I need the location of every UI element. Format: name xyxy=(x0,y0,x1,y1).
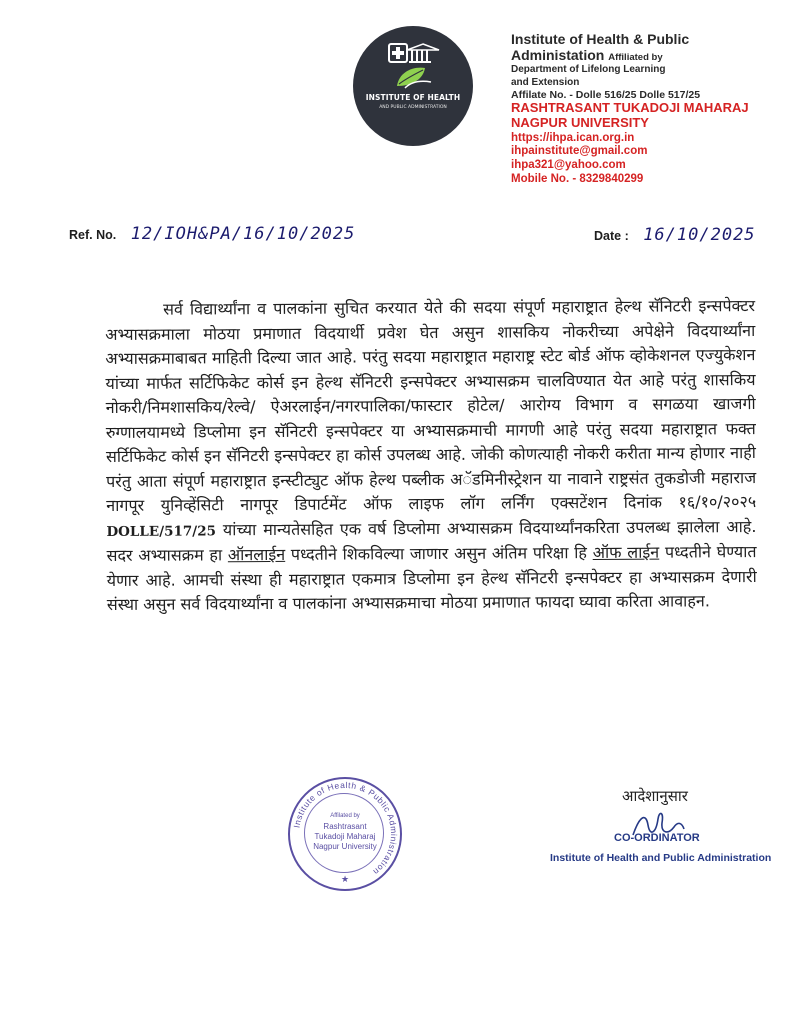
institute-header xyxy=(511,32,779,186)
email-link-1[interactable]: ihpainstitute@gmail.com xyxy=(511,145,648,158)
date-value: 16/10/2025 xyxy=(643,225,756,245)
body-part-2: यांच्या मान्यतेसहित एक वर्ष डिप्लोमा अभ्यासक्रम विदयार्थ्यांनकरिता उपलब्ध झालेला आहे. सदर अभ्यासक्रम हा xyxy=(106,516,757,565)
institute-stamp xyxy=(288,777,402,891)
institute-title-administation: Administation xyxy=(511,46,605,63)
institute-title-line2 xyxy=(511,48,779,64)
medical-cross-leaf-icon xyxy=(353,26,473,146)
body-part-4: पध्दतीने घेण्यात येणार आहे. आमची संस्था ही महाराष्ट्रात एकमात्र डिप्लोमा इन हेल्थ सॅनिटरी इन्सपेक्टर हा अभ्यासक्रम देणारी संस्था असुन सर्व विदयार्थ्यांना व पालकांना अभ्यासक्रमाचा मोठया प्रमाणात फायदा घ्यावा करिता आवाहन. xyxy=(106,542,757,614)
reference-number xyxy=(69,224,355,244)
mobile-number: Mobile No. - 8329840299 xyxy=(511,173,644,186)
affiliated-by: Affiliated by xyxy=(608,51,663,63)
logo-name: INSTITUTE OF HEALTH xyxy=(365,93,461,102)
body-offline: ऑफ लाईन xyxy=(592,542,660,563)
stamp-line-nagpur: Nagpur University xyxy=(313,842,377,851)
website-link[interactable]: https://ihpa.ican.org.in xyxy=(511,131,635,144)
stamp-star-icon: ★ xyxy=(340,875,350,885)
body-online: ऑनलाईन xyxy=(227,544,286,565)
stamp-ring-text: Institute of Health & Public Administration xyxy=(291,779,400,878)
email-link-2[interactable]: ihpa321@yahoo.com xyxy=(511,159,626,172)
letter-date xyxy=(594,225,756,245)
university-line1: RASHTRASANT TUKADOJI MAHARAJ xyxy=(511,100,749,116)
logo-subtitle: AND PUBLIC ADMINISTRATION xyxy=(379,105,447,110)
by-order-text: आदेशानुसार xyxy=(622,787,688,805)
notice-body xyxy=(105,294,757,617)
affiliate-number: Affilate No. - Dolle 516/25 Dolle 517/25 xyxy=(511,88,701,101)
reference-value: 12/IOH&PA/16/10/2025 xyxy=(130,224,356,244)
reference-label: Ref. No. xyxy=(69,228,117,242)
body-part-3: पध्दतीने शिकविल्या जाणार असुन अंतिम परिक्षा हि xyxy=(290,543,587,564)
department-line1: Department of Lifelong Learning xyxy=(511,64,666,76)
institute-logo xyxy=(353,26,473,146)
university-line2: NAGPUR UNIVERSITY xyxy=(511,115,649,131)
coordinator-title: CO-ORDINATOR xyxy=(614,832,700,844)
stamp-line-rashtrasant: Rashtrasant xyxy=(323,822,367,831)
signature-institute: Institute of Health and Public Administration xyxy=(550,852,772,864)
stamp-affiliated: Affilated by xyxy=(330,813,360,819)
body-part-1: सर्व विद्यार्थ्यांना व पालकांना सुचित करयात येते की सदया संपूर्ण महाराष्ट्रात हेल्थ सॅनिटरी इन्सपेक्टर अभ्यासक्रमाला मोठया प्रमाणात विदयार्थी प्रवेश घेत असुन शासकिय नोकरीच्या अपेक्षेने विदयार्थ्यांना अभ्यासक्रमाबाबत माहिती दिल्या जात आहे. परंतु सदया महाराष्ट्रात महाराष्ट्र स्टेट बोर्ड ऑफ व्होकेशनल एज्युकेशन यांच्या मार्फत सर्टिफिकेट कोर्स इन हेल्थ सॅनिटरी इन्सपेक्टर अभ्यासक्रम चालविण्यात येत आहे परंतु शासकिय नोकरी/निमशासकिय/रेल्वे/ ऐअरलाईन/नगरपालिका/फास्टार होटेल/ आरोग्य विभाग व सगळया खाजगी रुग्णालयामध्ये डिप्लोमा इन सॅनिटरी इन्सपेक्टर या अभ्यासक्रमाची मागणी आहे परंतु सदया महाराष्ट्रात फक्त सर्टिफिकेट कोर्स इन सॅनिटरी इन्सपेक्टर हा कोर्स उपलब्ध आहे. जोकी कोणत्याही नोकरी करीता मान्य होणार नाही परंतु आता संपूर्ण महाराष्ट्रात इन्स्टीट्युट ऑफ हेल्थ पब्लीक अॅडमिनीस्ट्रेशन या नावाने राष्ट्रसंत तुकडोजी महाराज नागपूर युनिव्हेंसिटी नागपूर डिपार्टमेंट ऑफ लाइफ लॉग लर्निंग एक्सटेंशन दिनांक १६/१०/२०२५ xyxy=(105,296,757,515)
institute-title-line1: Institute of Health & Public xyxy=(511,31,690,47)
stamp-line-tukadoji: Tukadoji Maharaj xyxy=(314,832,376,841)
body-dolle-ref: DOLLE/517/25 xyxy=(106,522,217,540)
date-label: Date : xyxy=(594,229,629,243)
department-line2: and Extension xyxy=(511,76,580,88)
